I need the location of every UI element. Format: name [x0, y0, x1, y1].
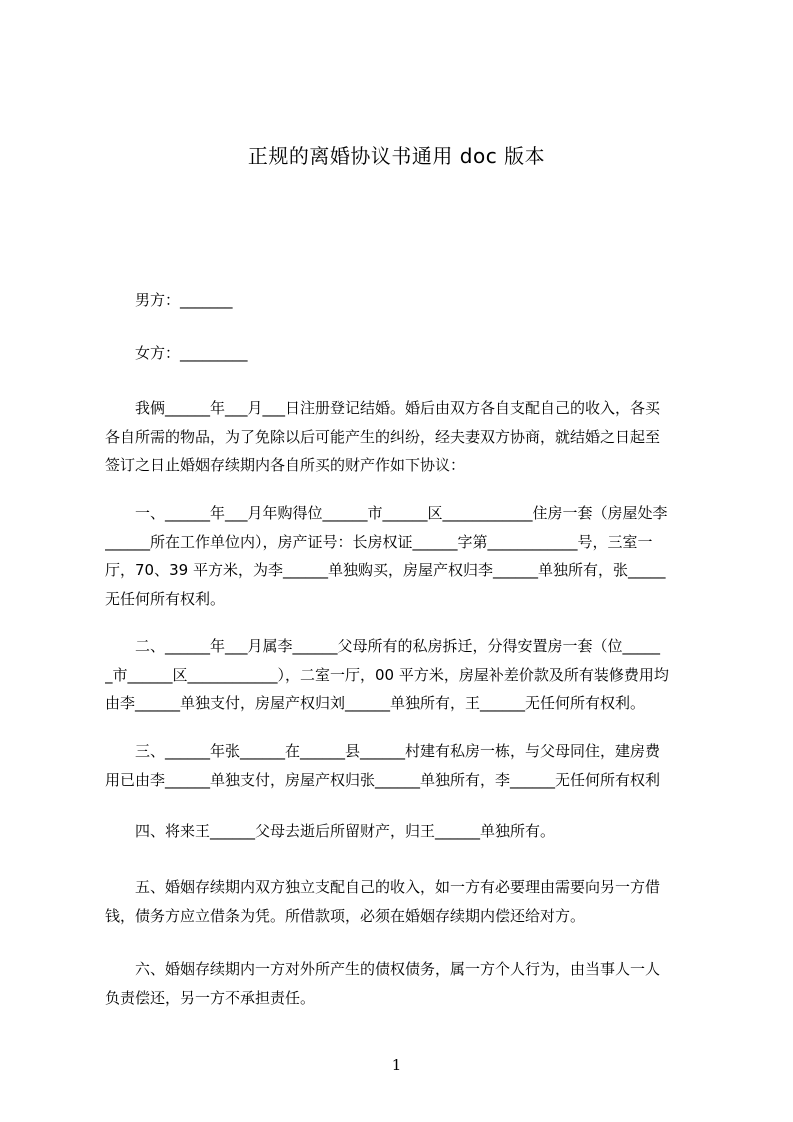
paragraph-line: ______所在工作单位内），房产证号：长房权证______字第____________号，三室一: [105, 532, 653, 551]
paragraph-clause-2: [105, 632, 705, 718]
paragraph-clause-5: [105, 873, 705, 930]
paragraph-clause-3: [105, 737, 705, 794]
paragraph-line: 由李______单独支付，房屋产权归刘______单独所有，王______无任何所有权利。: [105, 694, 646, 712]
paragraph-intro: [105, 394, 705, 480]
paragraph-line: 男方：_______: [105, 291, 233, 309]
paragraph-line: 用已由李______单独支付，房屋产权归张______单独所有，李______无任何所有权利: [105, 770, 661, 789]
paragraph-line: 我俩______年___月___日注册登记结婚。婚后由双方各自支配自己的收入，各买: [105, 399, 661, 417]
paragraph-line: 签订之日止婚姻存续期内各自所买的财产作如下协议：: [105, 456, 466, 474]
paragraph-line: 一、______年___月年购得位______市______区____________住房一套（房屋处李: [105, 504, 668, 522]
paragraph-line: 厅，70、39 平方米，为李______单独购买，房屋产权归李______单独所有，张_____: [105, 561, 666, 579]
paragraph-clause-4: [105, 817, 705, 846]
page-number: 1: [391, 1056, 402, 1074]
paragraph-male-party: [105, 286, 705, 315]
paragraph-line: 负责偿还，另一方不承担责任。: [105, 988, 316, 1007]
paragraph-line: 各自所需的物品，为了免除以后可能产生的纠纷，经夫妻双方协商，就结婚之日起至: [105, 427, 661, 446]
document-title: 正规的离婚协议书通用 doc 版本: [247, 144, 546, 168]
paragraph-line: 四、将来王______父母去逝后所留财产，归王______单独所有。: [105, 822, 556, 840]
paragraph-line: 二、______年___月属李______父母所有的私房拆迁，分得安置房一套（位_____: [105, 637, 661, 655]
paragraph-clause-1: [105, 499, 705, 613]
paragraph-female-party: [105, 339, 705, 368]
paragraph-clause-6: [105, 955, 705, 1012]
paragraph-line: 三、______年张______在______县______村建有私房一栋，与父母同住，建房费: [105, 742, 661, 760]
paragraph-line: 无任何所有权利。: [105, 589, 226, 608]
paragraph-line: 五、婚姻存续期内双方独立支配自己的收入，如一方有必要理由需要向另一方借: [105, 878, 661, 896]
paragraph-line: 女方：_________: [105, 344, 248, 362]
paragraph-line: 六、婚姻存续期内一方对外所产生的债权债务，属一方个人行为，由当事人一人: [105, 960, 661, 978]
paragraph-line: _市______区____________），二室一厅，00 平方米，房屋补差价款及所有装修费用均: [105, 665, 669, 684]
paragraph-line: 钱，债务方应立借条为凭。所借款项，必须在婚姻存续期内偿还给对方。: [105, 906, 586, 925]
